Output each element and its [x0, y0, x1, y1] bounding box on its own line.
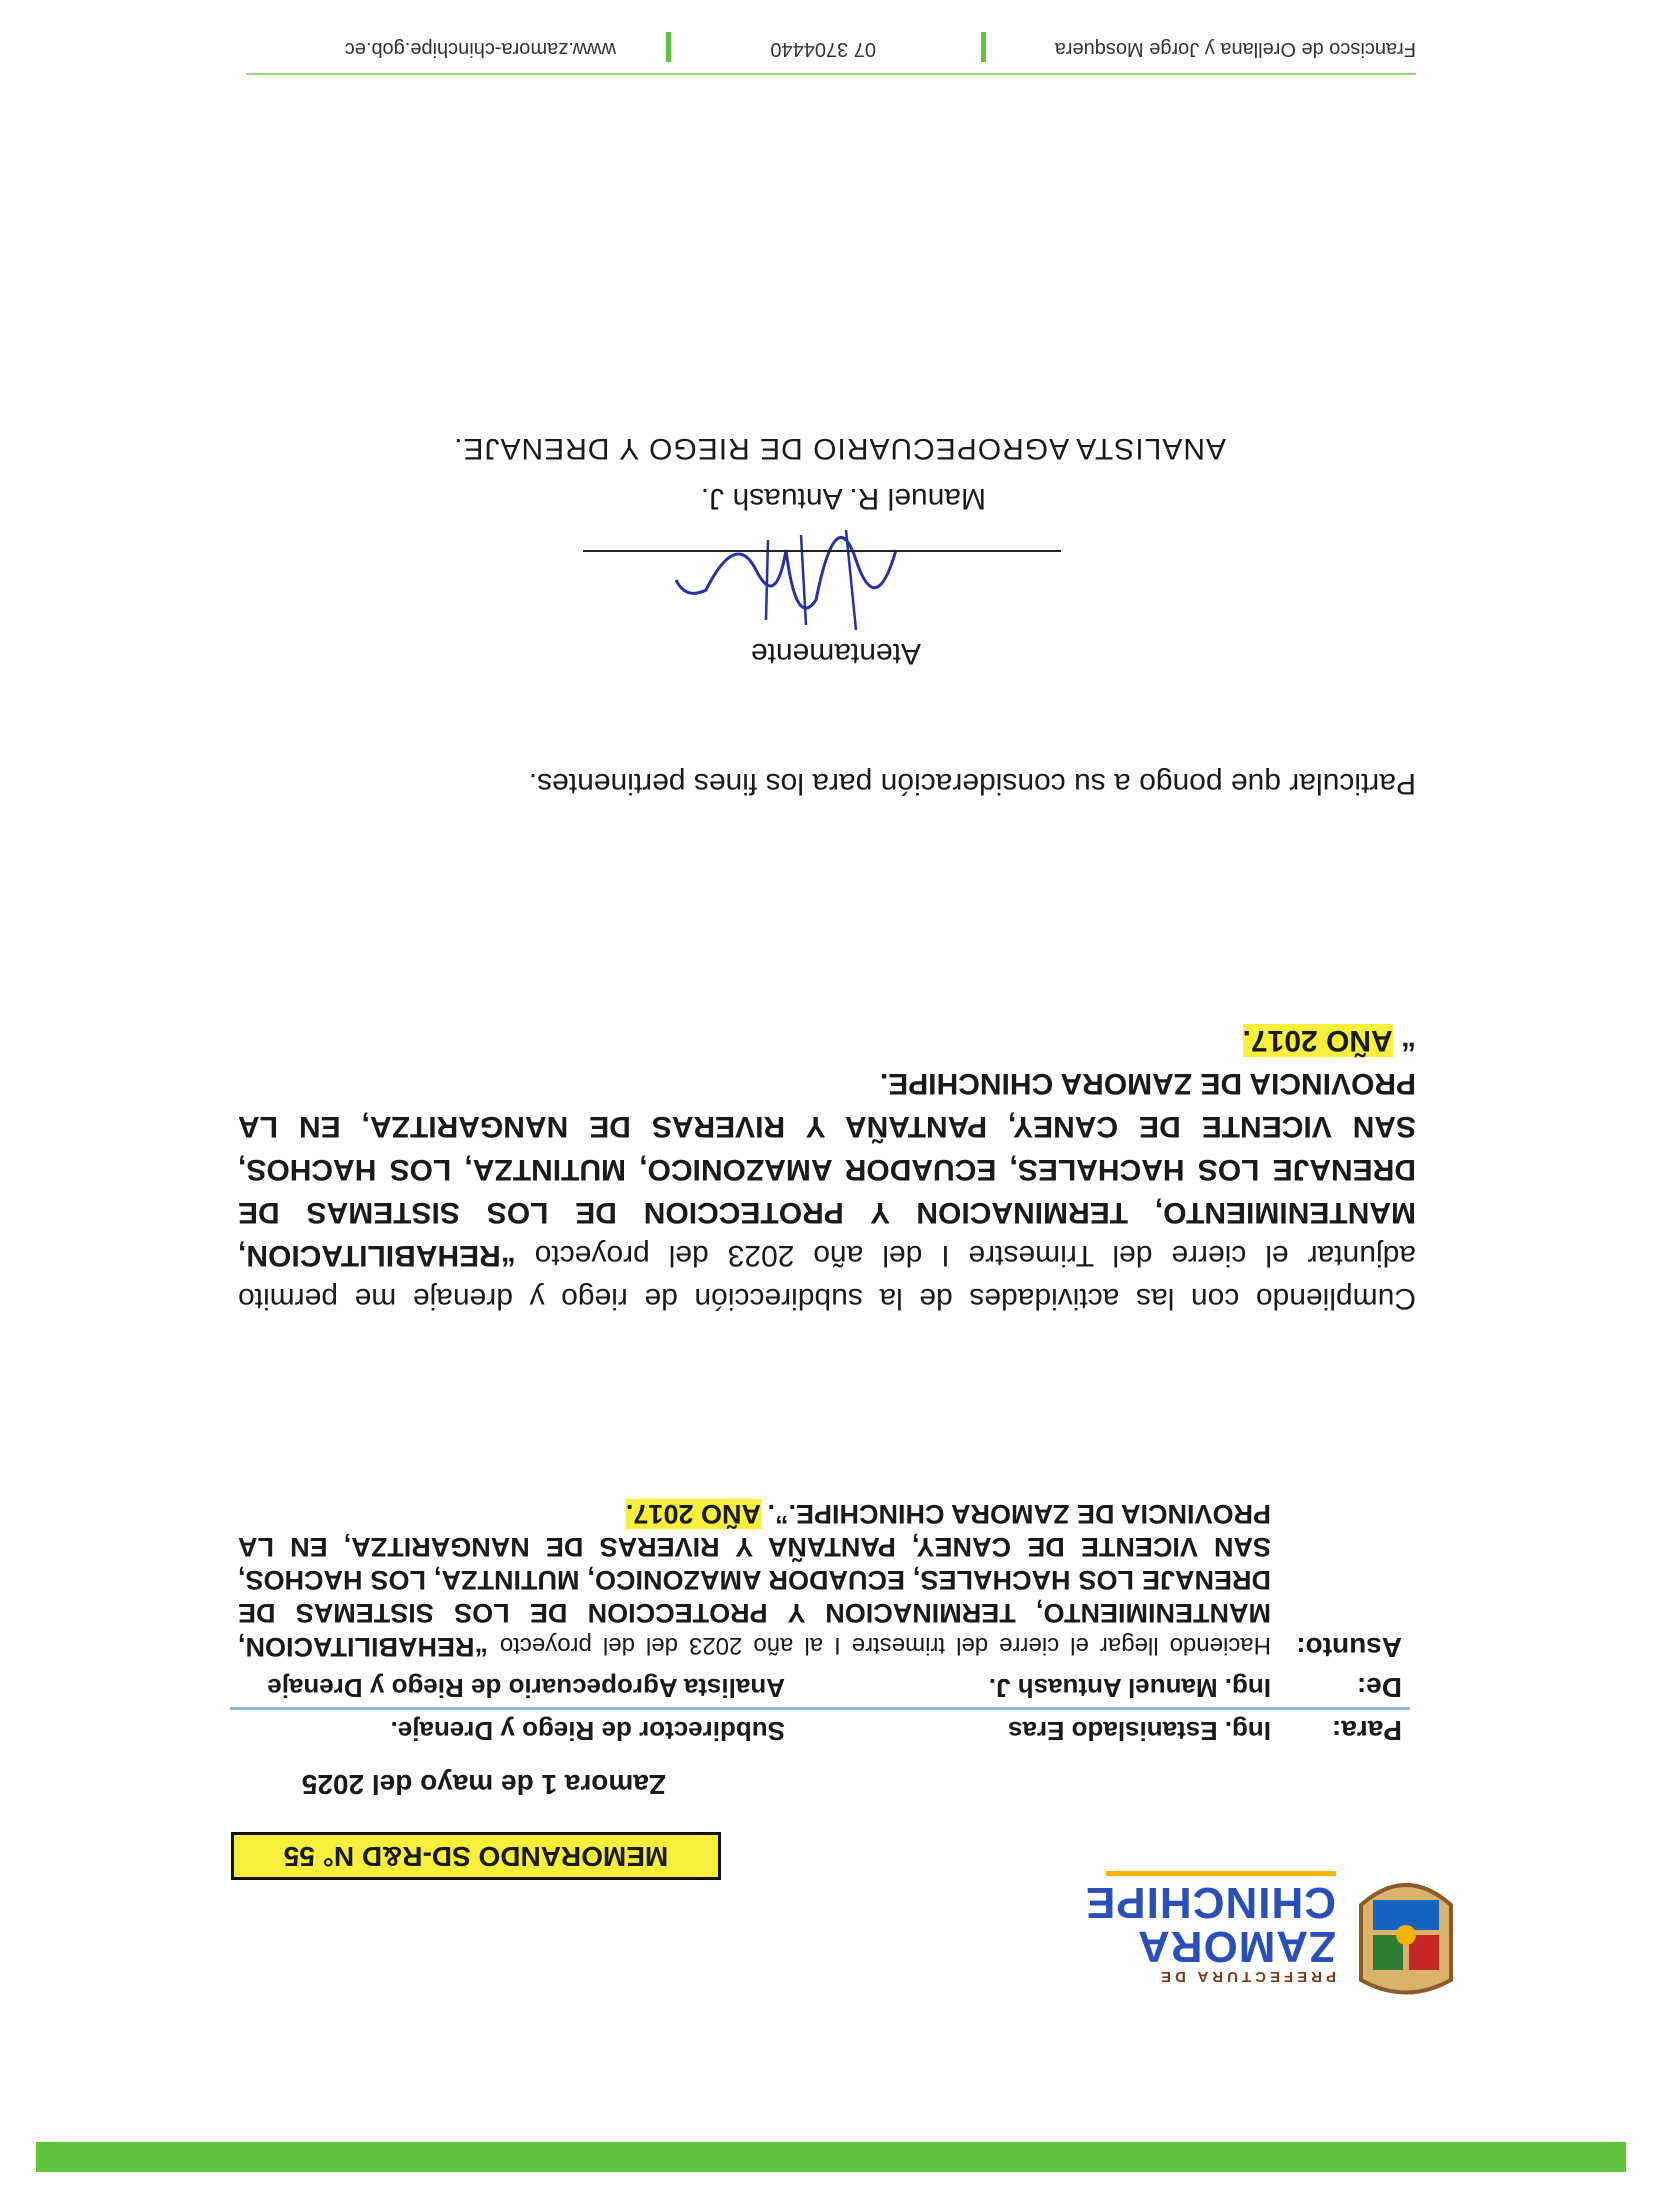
footer-separator [981, 32, 986, 62]
greeting: Atentamente [750, 637, 921, 670]
brand-name-line2: CHINCHIPE [1084, 1878, 1336, 1927]
footer-rule [246, 73, 1416, 75]
asunto-row [230, 1493, 1410, 1667]
brand-name-line1: ZAMORA [1136, 1922, 1336, 1971]
brand-block [1085, 1871, 1336, 1985]
handwritten-signature [666, 520, 916, 640]
body-project: “REHABILITACION, MANTENIMIENTO, TERMINACION Y PROTECCION DE LOS SISTEMAS DE DRENAJE LOS HACHALES, ECUADOR AMAZONICO, MUTINTZA, LOS HACHOS, SAN VICENTE DE CANEY, PANTAÑA Y RIVERAS DE NANGARITZA, EN LA PROVINCIA DE ZAMORA CHINCHIPE. [238, 1067, 1416, 1272]
asunto-project: “REHABILITACION, MANTENIMIENTO, TERMINACION Y PROTECCION DE LOS SISTEMAS DE DRENAJE LOS HACHALES, ECUADOR AMAZONICO, MUTINTZA, LOS HACHOS, SAN VICENTE DE CANEY, PANTAÑA Y RIVERAS DE NANGARITZA, EN LA PROVINCIA DE ZAMORA CHINCHIPE.”. [238, 1499, 1271, 1662]
memo-body [238, 1019, 1416, 1320]
de-row [230, 1667, 1410, 1709]
para-role: Subdirector de Riego y Drenaje. [230, 1709, 793, 1751]
memo-header-table [230, 1493, 1410, 1750]
signature-line [583, 550, 1061, 552]
de-name: Ing. Manuel Antuash J. [988, 1673, 1271, 1703]
brand-underline [1106, 1871, 1336, 1876]
de-role: Analista Agropecuario de Riego y Drenaje [267, 1673, 785, 1703]
memo-number: MEMORANDO SD-R&D N° 55 [231, 1832, 721, 1880]
prefecture-crest-logo [1351, 1860, 1461, 2000]
para-row [230, 1709, 1410, 1751]
closing-text: Particular que pongo a su consideración para los fines pertinentes. [528, 767, 1416, 800]
asunto-label: Asunto: [1296, 1632, 1402, 1663]
para-label: Para: [1279, 1709, 1410, 1751]
brand-prefix: PREFECTURA DE [1157, 1968, 1336, 1985]
footer-separator [666, 32, 671, 62]
asunto-text [230, 1493, 1279, 1667]
de-label: De: [1356, 1672, 1402, 1703]
footer-phone: 07 3704440 [770, 38, 876, 60]
signer-title: ANALISTA AGROPECUARIO DE RIEGO Y DRENAJE. [453, 432, 1226, 465]
asunto-lead: Haciendo llegar el cierre del trimestre I al año 2023 del del proyecto [499, 1632, 1271, 1659]
body-intro: Cumpliendo con las actividades de la subdirección de riego y drenaje me permito adjuntar el cierre del Trimestre I del año 2023 del proyecto [238, 1239, 1416, 1315]
para-name: Ing. Estanislado Eras [793, 1709, 1279, 1751]
footer-address: Francisco de Orellana y Jorge Mosquera [1054, 38, 1416, 60]
body-year: AÑO 2017. [1242, 1024, 1393, 1057]
body-year-prefix: “ [1401, 1024, 1416, 1057]
asunto-year: AÑO 2017. [625, 1499, 761, 1529]
signer-name: Manuel R. Antuash J. [700, 482, 986, 515]
footer-web: www.zamora-chinchipe.gob.ec [344, 38, 616, 60]
memo-date: Zamora 1 de mayo del 2025 [301, 1769, 666, 1800]
top-green-bar [36, 2142, 1626, 2172]
